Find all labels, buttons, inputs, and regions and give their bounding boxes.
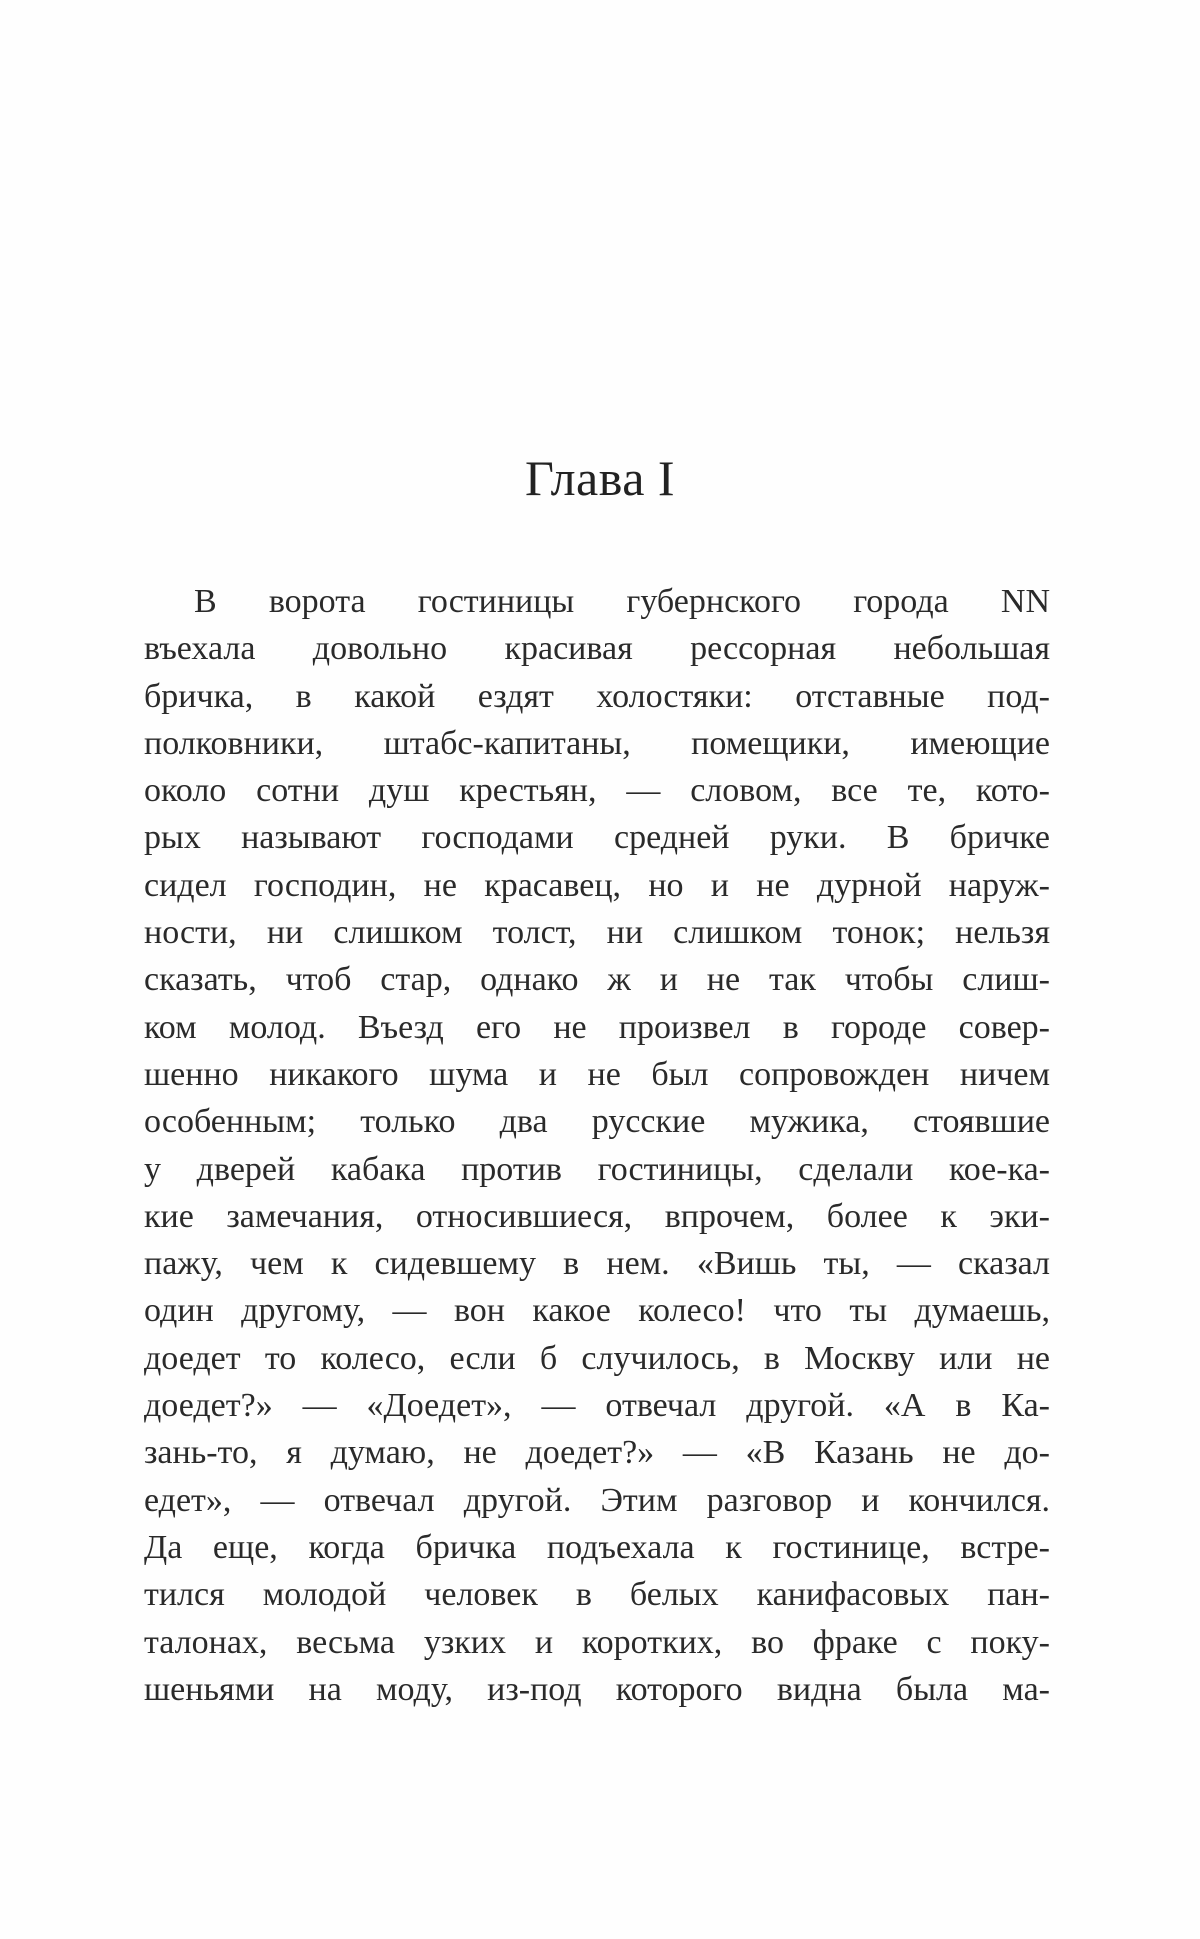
text-line: один другому, — вон какое колесо! что ты думаешь, [144,1292,1050,1330]
text-line: пажу, чем к сидевшему в нем. «Вишь ты, — сказал [144,1245,1050,1283]
text-line: тился молодой человек в белых канифасовых пан- [144,1576,1050,1614]
text-line: шенно никакого шума и не был сопровожден ничем [144,1055,1050,1093]
text-line: едет», — отвечал другой. Этим разговор и кончился. [144,1481,1050,1519]
text-line: В ворота гостиницы губернского города NN [194,583,1050,620]
text-line: талонах, весьма узких и коротких, во фраке с поку- [144,1623,1050,1661]
text-line: доедет то колесо, если б случилось, в Москву или не [144,1339,1050,1377]
text-line: зань-то, я думаю, не доедет?» — «В Казань не до- [144,1434,1050,1472]
body-paragraph [144,578,1050,1713]
text-line: кие замечания, относившиеся, впрочем, более к эки- [144,1197,1050,1235]
text-line: рых называют господами средней руки. В бричке [144,819,1050,857]
text-line: бричка, в какой ездят холостяки: отставные под- [144,677,1050,715]
text-line: у дверей кабака против гостиницы, сделали кое-ка- [144,1150,1050,1188]
text-line: особенным; только два русские мужика, стоявшие [144,1103,1050,1141]
text-line: ности, ни слишком толст, ни слишком тонок; нельзя [144,914,1050,952]
text-line: доедет?» — «Доедет», — отвечал другой. «А в Ка- [144,1387,1050,1425]
chapter-title: Глава I [524,450,676,506]
text-line: ком молод. Въезд его не произвел в городе совер- [144,1008,1050,1046]
text-line: сидел господин, не красавец, но и не дурной наруж- [144,866,1050,904]
text-line: Да еще, когда бричка подъехала к гостинице, встре- [144,1528,1050,1566]
text-line: полковники, штабс-капитаны, помещики, имеющие [144,724,1050,762]
text-line: около сотни душ крестьян, — словом, все те, кото- [144,772,1050,810]
text-line: въехала довольно красивая рессорная небольшая [144,630,1050,668]
text-line: шеньями на моду, из-под которого видна была ма- [144,1670,1050,1708]
text-line: сказать, чтоб стар, однако ж и не так чтобы слиш- [144,961,1050,999]
